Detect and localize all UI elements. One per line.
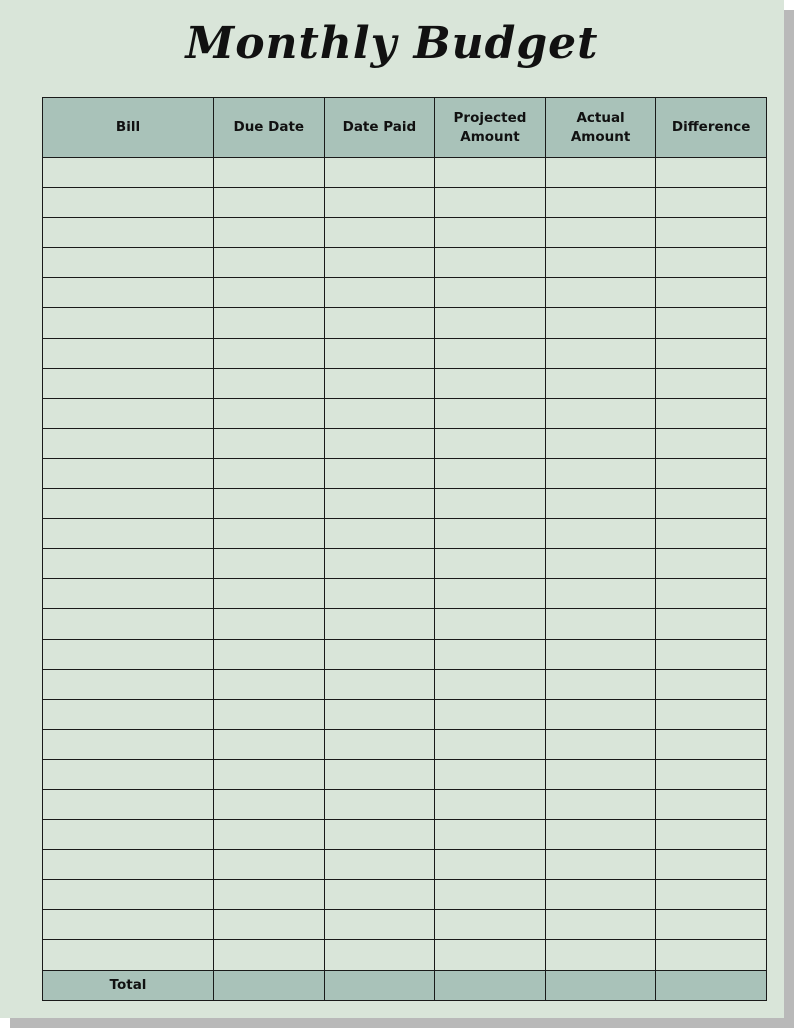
cell-date-paid[interactable] [324, 458, 435, 488]
cell-difference[interactable] [656, 759, 767, 789]
cell-due-date[interactable] [214, 218, 325, 248]
cell-bill[interactable] [43, 820, 214, 850]
cell-bill[interactable] [43, 278, 214, 308]
cell-bill[interactable] [43, 699, 214, 729]
page-title: Monthly Budget [185, 18, 599, 69]
cell-projected-amount[interactable] [435, 940, 546, 970]
cell-date-paid[interactable] [324, 940, 435, 970]
cell-date-paid[interactable] [324, 218, 435, 248]
cell-due-date[interactable] [214, 639, 325, 669]
table-row [43, 368, 767, 398]
cell-actual-amount[interactable] [545, 489, 656, 519]
cell-date-paid[interactable] [324, 398, 435, 428]
table-row [43, 218, 767, 248]
table-row [43, 820, 767, 850]
cell-bill[interactable] [43, 639, 214, 669]
cell-difference[interactable] [656, 278, 767, 308]
cell-bill[interactable] [43, 850, 214, 880]
cell-date-paid[interactable] [324, 549, 435, 579]
cell-projected-amount[interactable] [435, 278, 546, 308]
cell-bill[interactable] [43, 218, 214, 248]
cell-due-date[interactable] [214, 368, 325, 398]
total-row [43, 970, 767, 1000]
cell-difference[interactable] [656, 850, 767, 880]
total-difference-cell[interactable] [656, 970, 767, 1000]
cell-actual-amount[interactable] [545, 579, 656, 609]
cell-due-date[interactable] [214, 248, 325, 278]
header-actual-amount: Actual Amount [545, 98, 656, 158]
table-row [43, 188, 767, 218]
cell-date-paid[interactable] [324, 338, 435, 368]
cell-bill[interactable] [43, 940, 214, 970]
cell-bill[interactable] [43, 458, 214, 488]
cell-difference[interactable] [656, 248, 767, 278]
cell-date-paid[interactable] [324, 639, 435, 669]
table-body [43, 158, 767, 971]
cell-actual-amount[interactable] [545, 759, 656, 789]
cell-due-date[interactable] [214, 519, 325, 549]
cell-date-paid[interactable] [324, 729, 435, 759]
cell-date-paid[interactable] [324, 519, 435, 549]
total-date-paid-cell[interactable] [324, 970, 435, 1000]
cell-difference[interactable] [656, 308, 767, 338]
cell-actual-amount[interactable] [545, 158, 656, 188]
cell-due-date[interactable] [214, 910, 325, 940]
cell-actual-amount[interactable] [545, 729, 656, 759]
cell-actual-amount[interactable] [545, 639, 656, 669]
table-row [43, 940, 767, 970]
cell-actual-amount[interactable] [545, 820, 656, 850]
cell-difference[interactable] [656, 549, 767, 579]
cell-projected-amount[interactable] [435, 308, 546, 338]
table-row [43, 669, 767, 699]
cell-projected-amount[interactable] [435, 699, 546, 729]
cell-date-paid[interactable] [324, 669, 435, 699]
header-date-paid: Date Paid [324, 98, 435, 158]
cell-bill[interactable] [43, 549, 214, 579]
cell-actual-amount[interactable] [545, 188, 656, 218]
cell-bill[interactable] [43, 158, 214, 188]
cell-projected-amount[interactable] [435, 398, 546, 428]
cell-bill[interactable] [43, 789, 214, 819]
table-row [43, 880, 767, 910]
cell-bill[interactable] [43, 248, 214, 278]
cell-due-date[interactable] [214, 880, 325, 910]
cell-bill[interactable] [43, 308, 214, 338]
cell-projected-amount[interactable] [435, 789, 546, 819]
cell-bill[interactable] [43, 428, 214, 458]
cell-bill[interactable] [43, 729, 214, 759]
table-row [43, 338, 767, 368]
cell-difference[interactable] [656, 188, 767, 218]
table-row [43, 458, 767, 488]
cell-difference[interactable] [656, 338, 767, 368]
cell-actual-amount[interactable] [545, 699, 656, 729]
cell-difference[interactable] [656, 158, 767, 188]
header-row [43, 98, 767, 158]
cell-actual-amount[interactable] [545, 458, 656, 488]
header-projected-amount: Projected Amount [435, 98, 546, 158]
total-due-date-cell[interactable] [214, 970, 325, 1000]
cell-due-date[interactable] [214, 850, 325, 880]
cell-date-paid[interactable] [324, 789, 435, 819]
header-bill: Bill [43, 98, 214, 158]
cell-projected-amount[interactable] [435, 428, 546, 458]
cell-date-paid[interactable] [324, 158, 435, 188]
cell-projected-amount[interactable] [435, 188, 546, 218]
cell-difference[interactable] [656, 639, 767, 669]
cell-date-paid[interactable] [324, 699, 435, 729]
cell-projected-amount[interactable] [435, 910, 546, 940]
table-row [43, 428, 767, 458]
cell-actual-amount[interactable] [545, 850, 656, 880]
cell-projected-amount[interactable] [435, 579, 546, 609]
cell-due-date[interactable] [214, 398, 325, 428]
cell-due-date[interactable] [214, 158, 325, 188]
budget-table [42, 97, 767, 1001]
cell-actual-amount[interactable] [545, 910, 656, 940]
cell-bill[interactable] [43, 609, 214, 639]
cell-date-paid[interactable] [324, 278, 435, 308]
cell-actual-amount[interactable] [545, 669, 656, 699]
cell-actual-amount[interactable] [545, 338, 656, 368]
cell-projected-amount[interactable] [435, 248, 546, 278]
cell-due-date[interactable] [214, 699, 325, 729]
cell-projected-amount[interactable] [435, 850, 546, 880]
cell-date-paid[interactable] [324, 489, 435, 519]
cell-difference[interactable] [656, 489, 767, 519]
cell-projected-amount[interactable] [435, 820, 546, 850]
cell-date-paid[interactable] [324, 759, 435, 789]
cell-due-date[interactable] [214, 428, 325, 458]
cell-projected-amount[interactable] [435, 519, 546, 549]
table-row [43, 158, 767, 188]
cell-bill[interactable] [43, 579, 214, 609]
cell-projected-amount[interactable] [435, 639, 546, 669]
cell-bill[interactable] [43, 759, 214, 789]
cell-date-paid[interactable] [324, 910, 435, 940]
cell-bill[interactable] [43, 669, 214, 699]
cell-date-paid[interactable] [324, 248, 435, 278]
cell-actual-amount[interactable] [545, 940, 656, 970]
cell-bill[interactable] [43, 338, 214, 368]
table-row [43, 248, 767, 278]
cell-due-date[interactable] [214, 669, 325, 699]
cell-date-paid[interactable] [324, 880, 435, 910]
cell-due-date[interactable] [214, 278, 325, 308]
cell-date-paid[interactable] [324, 308, 435, 338]
cell-actual-amount[interactable] [545, 789, 656, 819]
cell-projected-amount[interactable] [435, 669, 546, 699]
cell-due-date[interactable] [214, 338, 325, 368]
cell-date-paid[interactable] [324, 609, 435, 639]
cell-difference[interactable] [656, 428, 767, 458]
cell-difference[interactable] [656, 699, 767, 729]
cell-actual-amount[interactable] [545, 278, 656, 308]
table-row [43, 789, 767, 819]
cell-actual-amount[interactable] [545, 248, 656, 278]
cell-difference[interactable] [656, 519, 767, 549]
table-row [43, 850, 767, 880]
table-row [43, 759, 767, 789]
cell-difference[interactable] [656, 820, 767, 850]
table-row [43, 609, 767, 639]
cell-projected-amount[interactable] [435, 458, 546, 488]
cell-difference[interactable] [656, 910, 767, 940]
cell-difference[interactable] [656, 669, 767, 699]
cell-bill[interactable] [43, 910, 214, 940]
cell-bill[interactable] [43, 188, 214, 218]
cell-due-date[interactable] [214, 188, 325, 218]
cell-difference[interactable] [656, 458, 767, 488]
cell-date-paid[interactable] [324, 820, 435, 850]
table-row [43, 639, 767, 669]
table-row [43, 579, 767, 609]
cell-bill[interactable] [43, 489, 214, 519]
cell-due-date[interactable] [214, 820, 325, 850]
total-label: Total [43, 970, 214, 1000]
table-row [43, 519, 767, 549]
cell-difference[interactable] [656, 218, 767, 248]
table-row [43, 549, 767, 579]
cell-due-date[interactable] [214, 609, 325, 639]
cell-difference[interactable] [656, 940, 767, 970]
cell-projected-amount[interactable] [435, 218, 546, 248]
cell-due-date[interactable] [214, 549, 325, 579]
cell-projected-amount[interactable] [435, 158, 546, 188]
cell-projected-amount[interactable] [435, 368, 546, 398]
cell-projected-amount[interactable] [435, 729, 546, 759]
cell-projected-amount[interactable] [435, 609, 546, 639]
cell-due-date[interactable] [214, 458, 325, 488]
total-actual-cell[interactable] [545, 970, 656, 1000]
cell-actual-amount[interactable] [545, 428, 656, 458]
cell-projected-amount[interactable] [435, 549, 546, 579]
cell-actual-amount[interactable] [545, 880, 656, 910]
table-row [43, 489, 767, 519]
cell-due-date[interactable] [214, 489, 325, 519]
header-due-date: Due Date [214, 98, 325, 158]
cell-difference[interactable] [656, 880, 767, 910]
cell-due-date[interactable] [214, 759, 325, 789]
cell-actual-amount[interactable] [545, 218, 656, 248]
cell-date-paid[interactable] [324, 428, 435, 458]
cell-due-date[interactable] [214, 789, 325, 819]
table-row [43, 699, 767, 729]
cell-difference[interactable] [656, 609, 767, 639]
cell-bill[interactable] [43, 519, 214, 549]
cell-projected-amount[interactable] [435, 338, 546, 368]
cell-bill[interactable] [43, 880, 214, 910]
table-row [43, 729, 767, 759]
cell-difference[interactable] [656, 729, 767, 759]
cell-projected-amount[interactable] [435, 489, 546, 519]
cell-due-date[interactable] [214, 579, 325, 609]
cell-bill[interactable] [43, 398, 214, 428]
total-projected-cell[interactable] [435, 970, 546, 1000]
cell-difference[interactable] [656, 368, 767, 398]
cell-actual-amount[interactable] [545, 549, 656, 579]
cell-actual-amount[interactable] [545, 519, 656, 549]
header-difference: Difference [656, 98, 767, 158]
cell-date-paid[interactable] [324, 850, 435, 880]
cell-date-paid[interactable] [324, 368, 435, 398]
cell-difference[interactable] [656, 579, 767, 609]
cell-bill[interactable] [43, 368, 214, 398]
cell-date-paid[interactable] [324, 188, 435, 218]
cell-actual-amount[interactable] [545, 368, 656, 398]
cell-difference[interactable] [656, 789, 767, 819]
cell-actual-amount[interactable] [545, 398, 656, 428]
table-row [43, 278, 767, 308]
table-row [43, 910, 767, 940]
cell-date-paid[interactable] [324, 579, 435, 609]
cell-due-date[interactable] [214, 729, 325, 759]
cell-difference[interactable] [656, 398, 767, 428]
table-row [43, 308, 767, 338]
cell-due-date[interactable] [214, 308, 325, 338]
cell-due-date[interactable] [214, 940, 325, 970]
cell-projected-amount[interactable] [435, 880, 546, 910]
cell-projected-amount[interactable] [435, 759, 546, 789]
table-row [43, 398, 767, 428]
cell-actual-amount[interactable] [545, 609, 656, 639]
cell-actual-amount[interactable] [545, 308, 656, 338]
